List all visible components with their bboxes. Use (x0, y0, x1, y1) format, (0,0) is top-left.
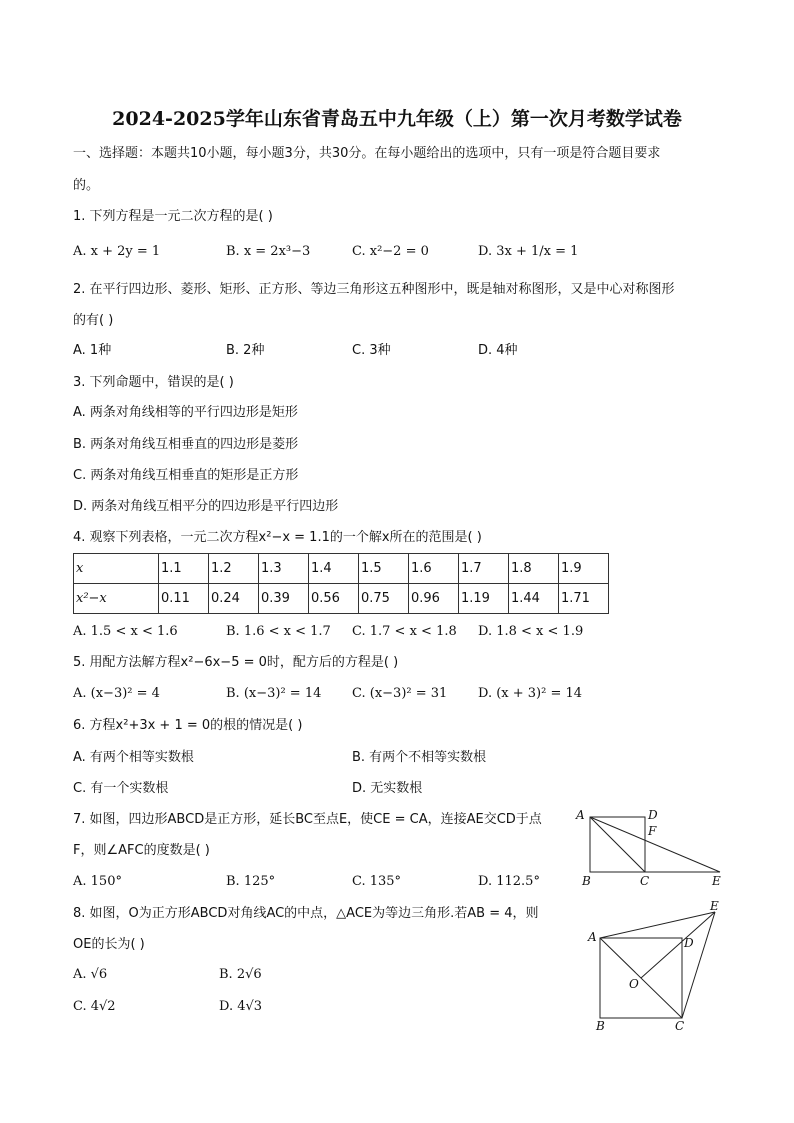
q5-option-a: A. (x−3)² = 4 (73, 686, 160, 701)
table-cell: 1.8 (509, 554, 559, 584)
q2-option-d: D. 4种 (478, 343, 518, 358)
q6-stem: 6. 方程x²+3x + 1 = 0的根的情况是( ) (73, 718, 303, 733)
q8-label-d: D (684, 936, 694, 950)
q8-option-d: D. 4√3 (219, 999, 263, 1014)
q3-option-a: A. 两条对角线相等的平行四边形是矩形 (73, 405, 298, 420)
table-cell: 0.75 (359, 584, 409, 614)
q5-option-b: B. (x−3)² = 14 (226, 686, 322, 701)
table-cell: 1.6 (409, 554, 459, 584)
q2-option-b: B. 2种 (226, 343, 265, 358)
q5-option-d: D. (x + 3)² = 14 (478, 686, 583, 701)
q7-stem-line2: F，则∠AFC的度数是( ) (73, 843, 210, 858)
q8-label-c: C (675, 1019, 685, 1033)
q6-option-c: C. 有一个实数根 (73, 781, 169, 796)
section-heading-line1: 一、选择题：本题共10小题，每小题3分，共30分。在每小题给出的选项中，只有一项是符合题目要求 (73, 146, 661, 161)
q1-option-b: B. x = 2x³−3 (226, 244, 311, 259)
q1-option-a: A. x + 2y = 1 (73, 244, 161, 259)
q3-option-c: C. 两条对角线互相垂直的矩形是正方形 (73, 468, 299, 483)
q5-option-c: C. (x−3)² = 31 (352, 686, 448, 701)
table-cell: 1.71 (559, 584, 609, 614)
q4-option-b: B. 1.6 < x < 1.7 (226, 624, 331, 639)
q1-stem: 1. 下列方程是一元二次方程的是( ) (73, 209, 273, 224)
table-cell: 1.5 (359, 554, 409, 584)
page-title: 2024-2025学年山东省青岛五中九年级（上）第一次月考数学试卷 (112, 108, 682, 130)
q7-option-d: D. 112.5° (478, 874, 540, 889)
q7-label-c: C (640, 874, 650, 888)
q4-value-table (73, 553, 609, 614)
q6-option-a: A. 有两个相等实数根 (73, 750, 194, 765)
table-cell: 1.44 (509, 584, 559, 614)
section-heading-line2: 的。 (73, 178, 100, 193)
q7-label-d: D (648, 808, 658, 822)
q4-stem: 4. 观察下列表格，一元二次方程x²−x = 1.1的一个解x所在的范围是( ) (73, 530, 482, 545)
q5-stem: 5. 用配方法解方程x²−6x−5 = 0时，配方后的方程是( ) (73, 655, 399, 670)
q8-segment-oe (641, 912, 715, 978)
q8-segment-ae (600, 912, 715, 938)
table-cell: 1.1 (159, 554, 209, 584)
q7-option-c: C. 135° (352, 874, 402, 889)
q2-option-c: C. 3种 (352, 343, 391, 358)
q8-label-o: O (629, 977, 639, 991)
table-cell: 0.39 (259, 584, 309, 614)
q3-option-b: B. 两条对角线互相垂直的四边形是菱形 (73, 437, 299, 452)
q7-option-b: B. 125° (226, 874, 276, 889)
q7-label-e: E (712, 874, 721, 888)
q4-option-a: A. 1.5 < x < 1.6 (73, 624, 178, 639)
q8-label-e: E (710, 900, 719, 913)
table-cell: 1.3 (259, 554, 309, 584)
table-cell: 1.4 (309, 554, 359, 584)
q8-label-a: A (588, 930, 597, 944)
q6-option-d: D. 无实数根 (352, 781, 423, 796)
q7-stem-line1: 7. 如图，四边形ABCD是正方形，延长BC至点E，使CE = CA，连接AE交CD于点 (73, 812, 542, 827)
q3-stem: 3. 下列命题中，错误的是( ) (73, 375, 234, 390)
q8-option-b: B. 2√6 (219, 967, 262, 982)
q7-option-a: A. 150° (73, 874, 122, 889)
q1-option-d: D. 3x + 1/x = 1 (478, 244, 579, 259)
q8-figure (580, 900, 730, 1035)
q2-stem-line2: 的有( ) (73, 313, 114, 328)
table-row (74, 584, 609, 614)
table-cell: 0.56 (309, 584, 359, 614)
q2-option-a: A. 1种 (73, 343, 112, 358)
q8-option-c: C. 4√2 (73, 999, 116, 1014)
table-cell: 0.96 (409, 584, 459, 614)
q4-option-c: C. 1.7 < x < 1.8 (352, 624, 457, 639)
q6-option-b: B. 有两个不相等实数根 (352, 750, 487, 765)
table-cell: 0.11 (159, 584, 209, 614)
q7-label-a: A (576, 808, 585, 822)
q8-segment-ce (682, 912, 715, 1018)
table-cell: x (74, 554, 159, 584)
q8-label-b: B (596, 1019, 605, 1033)
q2-stem-line1: 2. 在平行四边形、菱形、矩形、正方形、等边三角形这五种图形中，既是轴对称图形，又是中心对称图形 (73, 282, 675, 297)
q7-label-b: B (582, 874, 591, 888)
q4-option-d: D. 1.8 < x < 1.9 (478, 624, 584, 639)
table-cell: 1.19 (459, 584, 509, 614)
q7-diagonal-ac (590, 817, 645, 872)
q8-stem-line2: OE的长为( ) (73, 937, 145, 952)
table-cell: 1.7 (459, 554, 509, 584)
q1-option-c: C. x²−2 = 0 (352, 244, 429, 259)
table-cell: x²−x (74, 584, 159, 614)
table-cell: 0.24 (209, 584, 259, 614)
table-row (74, 554, 609, 584)
table-cell: 1.9 (559, 554, 609, 584)
q3-option-d: D. 两条对角线互相平分的四边形是平行四边形 (73, 499, 339, 514)
table-cell: 1.2 (209, 554, 259, 584)
q8-option-a: A. √6 (73, 967, 108, 982)
q7-label-f: F (648, 824, 657, 838)
q8-stem-line1: 8. 如图，O为正方形ABCD对角线AC的中点，△ACE为等边三角形.若AB = 4，则 (73, 906, 539, 921)
q7-figure (570, 805, 730, 890)
